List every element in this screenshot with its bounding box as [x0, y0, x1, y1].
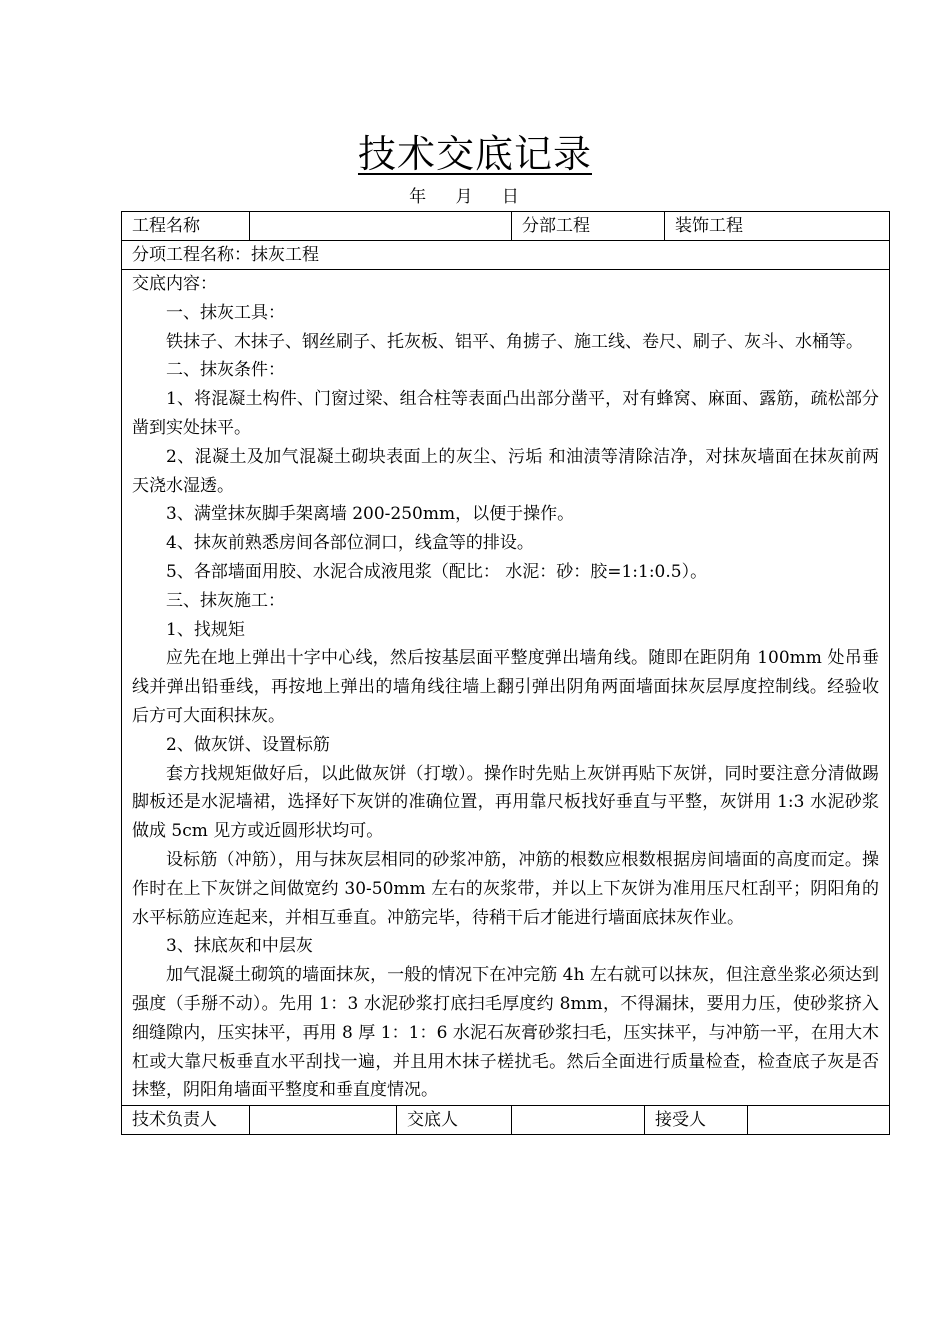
disclosure-table — [121, 211, 890, 1135]
presenter-value[interactable] — [512, 1106, 645, 1135]
date-year: 年 — [409, 187, 427, 207]
project-name-value[interactable] — [250, 212, 512, 241]
content-cell — [122, 270, 890, 1106]
receiver-value[interactable] — [748, 1106, 890, 1135]
date-line — [0, 186, 928, 208]
date-day: 日 — [501, 187, 519, 207]
content-paragraph: 3、满堂抹灰脚手架离墙 200-250mm，以便于操作。 — [166, 504, 575, 525]
content-paragraph: 一、抹灰工具： — [166, 302, 285, 323]
date-month: 月 — [455, 187, 473, 207]
project-row — [122, 212, 890, 241]
division-label: 分部工程 — [512, 212, 665, 241]
content-paragraph: 设标筋（冲筋），用与抹灰层相同的砂浆冲筋，冲筋的根数应根数根据房间墙面的高度而定。操作时在上下灰饼之间做宽约 30-50mm 左右的灰浆带，并以上下灰饼为准用压尺杠刮平；阴阳角的水平标筋应连起来，并相互垂直。冲筋完毕，待稍干后才能进行墙面底抹灰作业。 — [132, 849, 879, 928]
project-name-label: 工程名称 — [122, 212, 250, 241]
subproject-row — [122, 241, 890, 270]
receiver-label: 接受人 — [645, 1106, 748, 1135]
content-paragraph: 三、抹灰施工： — [166, 590, 285, 611]
content-paragraph: 2、混凝土及加气混凝土砌块表面上的灰尘、污垢 和油渍等清除洁净，对抹灰墙面在抹灰前两天浇水湿透。 — [132, 446, 879, 496]
content-paragraph: 加气混凝土砌筑的墙面抹灰，一般的情况下在冲完筋 4h 左右就可以抹灰，但注意坐浆必须达到强度（手掰不动）。先用 1：3 水泥砂浆打底扫毛厚度约 8mm，不得漏抹，要用力压，使砂浆挤入细缝隙内，压实抹平，再用 8 厚 1：1：6 水泥石灰膏砂浆扫毛，压实抹平，与冲筋一平，在用大木杠或大靠尺板垂直水平刮找一遍，并且用木抹子槎扰毛。然后全面进行质量检查，检查底子灰是否抹整，阴阳角墙面平整度和垂直度情况。 — [132, 965, 879, 1101]
content-paragraph: 1、将混凝土构件、门窗过梁、组合柱等表面凸出部分凿平，对有蜂窝、麻面、露筋，疏松部分凿到实处抹平。 — [132, 389, 879, 438]
signature-row — [122, 1106, 890, 1135]
content-paragraph: 3、抹底灰和中层灰 — [166, 936, 313, 957]
content-paragraph: 应先在地上弹出十字中心线，然后按基层面平整度弹出墙角线。随即在距阴角 100mm 处吊垂线并弹出铅垂线，再按地上弹出的墙角线往墙上翻引弹出阴角两面墙面抹灰层厚度控制线。经验收后方可大面积抹灰。 — [132, 648, 879, 726]
tech-lead-value[interactable] — [250, 1106, 397, 1135]
presenter-label: 交底人 — [397, 1106, 512, 1135]
tech-lead-label: 技术负责人 — [122, 1106, 250, 1135]
subproject-name: 分项工程名称：抹灰工程 — [122, 241, 890, 270]
division-value[interactable]: 装饰工程 — [665, 212, 890, 241]
content-paragraph: 5、各部墙面用胶、水泥合成液甩浆（配比： 水泥：砂：胶=1:1:0.5）。 — [166, 561, 708, 582]
content-paragraph: 套方找规矩做好后，以此做灰饼（打墩）。操作时先贴上灰饼再贴下灰饼，同时要注意分清做踢脚板还是水泥墙裙，选择好下灰饼的准确位置，再用靠尺板找好垂直与平整，灰饼用 1:3 水泥砂浆做成 5cm 见方或近圆形状均可。 — [132, 763, 879, 842]
content-row — [122, 270, 890, 1106]
content-paragraph: 1、找规矩 — [166, 619, 245, 640]
content-paragraph: 铁抹子、木抹子、钢丝刷子、托灰板、铝平、角掳子、施工线、卷尺、刷子、灰斗、水桶等。 — [166, 331, 863, 352]
content-paragraph: 二、抹灰条件： — [166, 360, 285, 381]
content-paragraph: 4、抹灰前熟悉房间各部位洞口，线盒等的排设。 — [166, 533, 534, 554]
content-paragraph: 2、做灰饼、设置标筋 — [166, 734, 330, 755]
content-heading: 交底内容： — [132, 274, 217, 294]
document-title: 技术交底记录 — [357, 132, 592, 176]
